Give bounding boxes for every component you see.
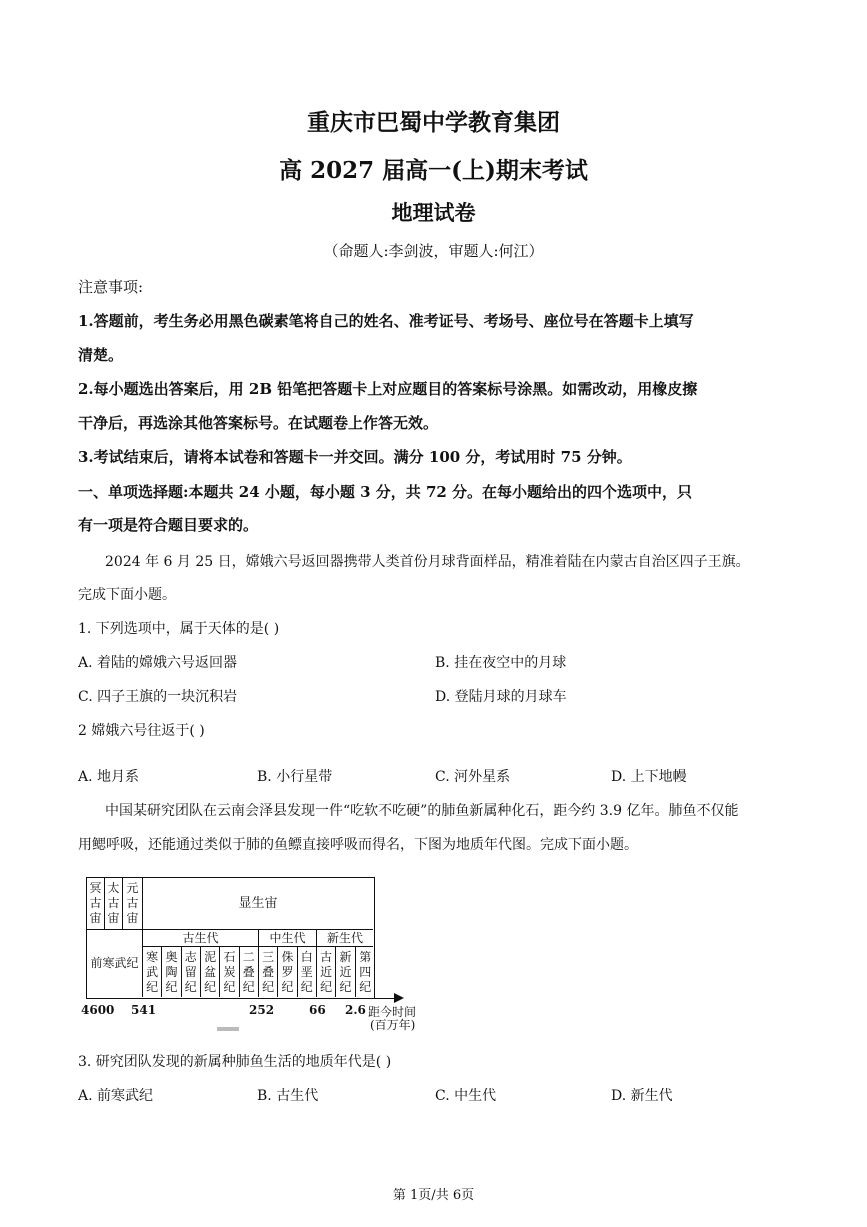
- period-label: 三叠纪: [262, 949, 275, 994]
- period-cell: [182, 947, 201, 997]
- eon-proterozoic-cell: [123, 878, 143, 930]
- eon-archean-cell: [105, 878, 123, 930]
- precambrian-cell: 前寒武纪: [87, 930, 143, 997]
- period-cell: [317, 947, 336, 997]
- eon-phanerozoic-cell: 显生宙: [143, 878, 373, 930]
- notice-item-2-line-2: 干净后，再选涂其他答案标号。在试题卷上作答无效。: [78, 414, 439, 432]
- period-cell: [143, 947, 162, 997]
- era-paleozoic-cell: 古生代: [143, 930, 259, 947]
- page-footer: 第 1页/共 6页: [392, 1188, 475, 1203]
- tick-541: 541: [131, 1003, 157, 1017]
- period-cell: [201, 947, 220, 997]
- tick-4600: 4600: [81, 1003, 115, 1017]
- question-1-option-a: A. 着陆的嫦娥六号返回器: [78, 655, 238, 671]
- tick-2-6: 2.6: [345, 1003, 366, 1017]
- notice-item-3: 3.考试结束后，请将本试卷和答题卡一并交回。满分 100 分，考试用时 75 分钟。: [78, 448, 632, 466]
- notice-item-1-line-2: 清楚。: [78, 346, 124, 364]
- section-heading-line-2: 有一项是符合题目要求的。: [78, 516, 259, 534]
- tick-66: 66: [309, 1003, 326, 1017]
- period-cell: [336, 947, 355, 997]
- passage-1-line-2: 完成下面小题。: [78, 587, 176, 603]
- time-axis-line: [86, 998, 396, 999]
- eon-hadean-label: 冥古宙: [89, 881, 102, 925]
- notice-item-2-line-1: 2.每小题选出答案后，用 2B 铅笔把答题卡上对应题目的答案标号涂黑。如需改动，用橡皮擦: [78, 380, 698, 398]
- axis-label-unit: (百万年): [370, 1018, 416, 1032]
- period-cell: [220, 947, 239, 997]
- notice-heading: 注意事项:: [78, 278, 144, 296]
- question-1-option-c: C. 四子王旗的一块沉积岩: [78, 689, 238, 705]
- period-label: 泥盆纪: [204, 949, 217, 994]
- time-axis-arrow-icon: [394, 993, 404, 1003]
- question-2-option-a: A. 地月系: [78, 769, 140, 785]
- question-1-option-b: B. 挂在夜空中的月球: [435, 655, 567, 671]
- subject-title: 地理试卷: [391, 200, 476, 225]
- period-label: 石炭纪: [223, 949, 236, 994]
- axis-label-time: 距今时间: [368, 1005, 417, 1019]
- school-title: 重庆市巴蜀中学教育集团: [307, 109, 560, 136]
- question-1-option-d: D. 登陆月球的月球车: [435, 689, 567, 705]
- question-1-stem: 1. 下列选项中，属于天体的是( ): [78, 621, 280, 637]
- passage-2-line-2: 用鳃呼吸，还能通过类似于肺的鱼鳔直接呼吸而得名，下图为地质年代图。完成下面小题。: [78, 837, 638, 853]
- passage-1-line-1: 2024 年 6 月 25 日，嫦娥六号返回器携带人类首份月球背面样品，精准着陆在内蒙古自治区四子王旗。: [105, 554, 750, 570]
- question-3-option-c: C. 中生代: [435, 1088, 497, 1104]
- question-2-option-d: D. 上下地幔: [611, 769, 687, 785]
- period-label: 志留纪: [184, 949, 197, 994]
- question-2-stem: 2 嫦娥六号往返于( ): [78, 723, 205, 739]
- period-cell: [162, 947, 181, 997]
- authors-line: （命题人:李剑波，审题人:何江）: [323, 242, 544, 260]
- period-label: 新近纪: [339, 949, 352, 994]
- notice-item-1-line-1: 1.答题前，考生务必用黑色碳素笔将自己的姓名、准考证号、考场号、座位号在答题卡上填写: [78, 312, 694, 330]
- period-label: 第四纪: [359, 949, 372, 994]
- question-3-option-d: D. 新生代: [611, 1088, 673, 1104]
- era-mesozoic-cell: 中生代: [259, 930, 317, 947]
- geologic-time-table: [86, 877, 375, 999]
- period-label: 奥陶纪: [165, 949, 178, 994]
- question-3-option-b: B. 古生代: [257, 1088, 319, 1104]
- passage-2-line-1: 中国某研究团队在云南会泽县发现一件“吃软不吃硬”的肺鱼新属种化石，距今约 3.9 亿年。肺鱼不仅能: [105, 803, 739, 819]
- era-cenozoic-cell: 新生代: [317, 930, 373, 947]
- exam-title: 高 2027 届高一(上)期末考试: [279, 157, 588, 184]
- period-cell: [356, 947, 375, 997]
- question-2-option-b: B. 小行星带: [257, 769, 333, 785]
- period-label: 古近纪: [320, 949, 333, 994]
- period-label: 白垩纪: [300, 949, 313, 994]
- question-3-option-a: A. 前寒武纪: [78, 1088, 154, 1104]
- period-label: 二叠纪: [242, 949, 255, 994]
- tick-252: 252: [249, 1003, 275, 1017]
- eon-archean-label: 太古宙: [107, 881, 120, 925]
- smudge-mark: [217, 1027, 239, 1031]
- question-2-option-c: C. 河外星系: [435, 769, 511, 785]
- eon-proterozoic-label: 元古宙: [126, 881, 139, 925]
- period-cell: [298, 947, 317, 997]
- period-label: 侏罗纪: [281, 949, 294, 994]
- period-cell: [240, 947, 259, 997]
- period-cell: [259, 947, 278, 997]
- period-cell: [278, 947, 297, 997]
- question-3-stem: 3. 研究团队发现的新属种肺鱼生活的地质年代是( ): [78, 1054, 392, 1070]
- period-label: 寒武纪: [146, 949, 159, 994]
- section-heading-line-1: 一、单项选择题:本题共 24 小题，每小题 3 分，共 72 分。在每小题给出的四个选项中，只: [78, 483, 693, 501]
- eon-hadean-cell: [87, 878, 105, 930]
